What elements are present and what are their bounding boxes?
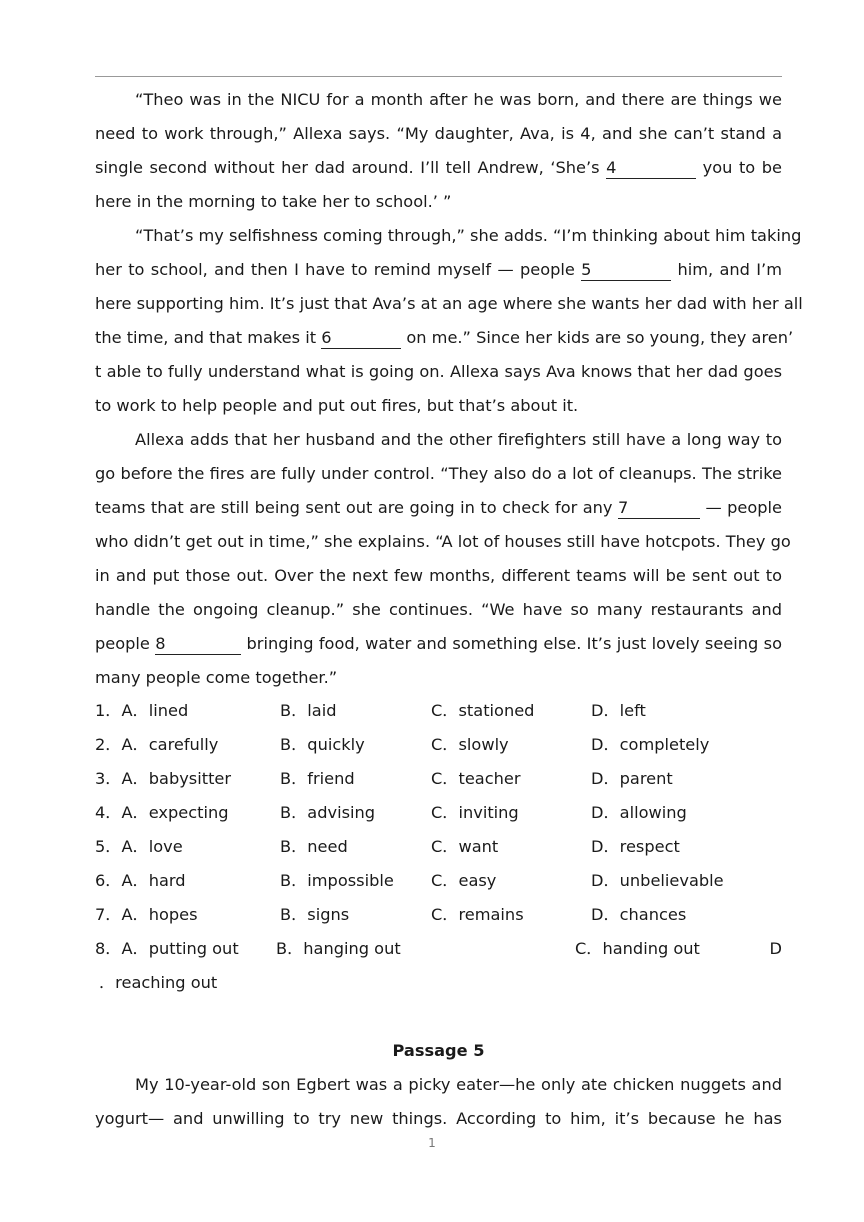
- option-d-text: ．reaching out: [99, 973, 218, 992]
- text-segment: her to school, and then I have to remind myself — people: [95, 260, 575, 279]
- option-c: C．want: [431, 837, 499, 856]
- page-number: 1: [428, 1136, 436, 1150]
- text-line: [95, 253, 782, 287]
- option-b: B．friend: [280, 769, 355, 788]
- option-a: 7．A．hopes: [95, 905, 198, 924]
- header-rule: [95, 76, 782, 77]
- question-row-wrap: [95, 966, 782, 1000]
- option-a: 4．A．expecting: [95, 803, 229, 822]
- option-b: B．impossible: [280, 871, 394, 890]
- text-line: t able to fully understand what is going on. Allexa says Ava knows that her dad goes: [95, 362, 782, 381]
- option-d: D: [769, 939, 782, 958]
- option-b: B．advising: [280, 803, 376, 822]
- option-d: D．parent: [591, 769, 673, 788]
- text-line: [95, 151, 782, 185]
- text-segment: on me.” Since her kids are so young, they aren’: [406, 328, 794, 347]
- option-a: 6．A．hard: [95, 871, 186, 890]
- text-line: “Theo was in the NICU for a month after he was born, and there are things we: [135, 90, 782, 109]
- blank-6: 6: [321, 328, 401, 349]
- option-d: D．left: [591, 701, 646, 720]
- option-a: 1．A．lined: [95, 701, 189, 720]
- question-list: [95, 694, 782, 1000]
- text-line: who didn’t get out in time,” she explains. “A lot of houses still have hotcpots. They go: [95, 532, 791, 551]
- text-line: to work to help people and put out fires, but that’s about it.: [95, 396, 579, 415]
- text-line: [95, 321, 794, 355]
- text-line: “That’s my selfishness coming through,” she adds. “I’m thinking about him taking: [135, 226, 802, 245]
- blank-7: 7: [618, 498, 700, 519]
- option-a: 2．A．carefully: [95, 735, 219, 754]
- question-row: [95, 898, 782, 932]
- question-row: [95, 864, 782, 898]
- option-d: D．respect: [591, 837, 680, 856]
- blank-4: 4: [606, 158, 696, 179]
- passage-4-text: [95, 83, 803, 695]
- passage-5-text: [95, 1068, 782, 1136]
- text-segment: you to be: [702, 158, 782, 177]
- option-b: B．quickly: [280, 735, 365, 754]
- text-line: yogurt— and unwilling to try new things. According to him, it’s because he has: [95, 1109, 782, 1128]
- text-line: My 10-year-old son Egbert was a picky eater—he only ate chicken nuggets and: [135, 1075, 782, 1094]
- text-line: [95, 627, 782, 661]
- question-row: [95, 932, 782, 966]
- question-row: [95, 830, 782, 864]
- text-segment: — people: [705, 498, 782, 517]
- option-d: D．chances: [591, 905, 687, 924]
- blank-8: 8: [155, 634, 241, 655]
- text-segment: the time, and that makes it: [95, 328, 317, 347]
- option-c: C．easy: [431, 871, 497, 890]
- option-b: B．laid: [280, 701, 337, 720]
- text-line: here in the morning to take her to school.’ ”: [95, 192, 452, 211]
- option-c: C．remains: [431, 905, 524, 924]
- text-line: many people come together.”: [95, 668, 338, 687]
- option-b: B．signs: [280, 905, 350, 924]
- option-c: C．slowly: [431, 735, 509, 754]
- text-line: here supporting him. It’s just that Ava’s at an age where she wants her dad with her all: [95, 294, 803, 313]
- option-b: B．need: [280, 837, 348, 856]
- option-c: C．stationed: [431, 701, 535, 720]
- option-d: D．completely: [591, 735, 710, 754]
- question-row: [95, 796, 782, 830]
- option-d: D．unbelievable: [591, 871, 724, 890]
- text-segment: teams that are still being sent out are going in to check for any: [95, 498, 613, 517]
- option-c: C．handing out: [575, 939, 700, 958]
- option-a: 8．A．putting out: [95, 939, 239, 958]
- option-a: 5．A．love: [95, 837, 183, 856]
- text-segment: single second without her dad around. I’ll tell Andrew, ‘She’s: [95, 158, 600, 177]
- passage-5-title: Passage 5: [392, 1041, 485, 1060]
- option-d: D．allowing: [591, 803, 687, 822]
- question-row: [95, 728, 782, 762]
- text-line: Allexa adds that her husband and the other firefighters still have a long way to: [135, 430, 782, 449]
- blank-5: 5: [581, 260, 671, 281]
- option-a: 3．A．babysitter: [95, 769, 232, 788]
- text-line: in and put those out. Over the next few months, different teams will be sent out to: [95, 566, 782, 585]
- text-line: go before the fires are fully under control. “They also do a lot of cleanups. The strike: [95, 464, 782, 483]
- option-c: C．teacher: [431, 769, 521, 788]
- text-segment: him, and I’m: [677, 260, 782, 279]
- text-line: need to work through,” Allexa says. “My daughter, Ava, is 4, and she can’t stand a: [95, 124, 782, 143]
- question-row: [95, 694, 782, 728]
- text-line: [95, 491, 782, 525]
- text-line: handle the ongoing cleanup.” she continues. “We have so many restaurants and: [95, 600, 782, 619]
- question-row: [95, 762, 782, 796]
- option-b: B．hanging out: [276, 939, 401, 958]
- option-c: C．inviting: [431, 803, 519, 822]
- text-segment: bringing food, water and something else. It’s just lovely seeing so: [246, 634, 782, 653]
- text-segment: people: [95, 634, 150, 653]
